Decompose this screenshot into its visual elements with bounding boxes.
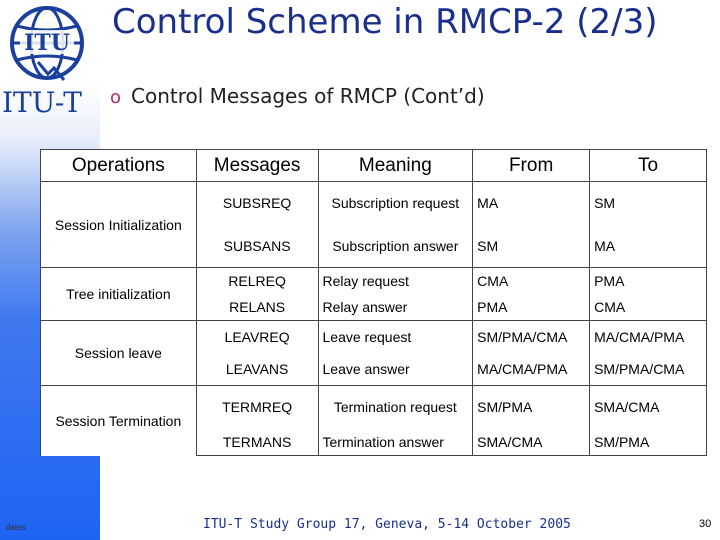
table-row [41, 268, 707, 295]
bullet-item [110, 84, 485, 108]
footer-text: ITU-T Study Group 17, Geneva, 5-14 October 2005 [203, 517, 571, 532]
operation-cell: Session Termination [41, 386, 197, 456]
meaning-cell: Subscription answer [318, 225, 473, 268]
from-cell: SM/PMA [473, 386, 590, 429]
from-cell: MA/CMA/PMA [473, 354, 590, 386]
to-cell: SM [590, 182, 707, 225]
column-header: Meaning [318, 150, 473, 182]
meaning-cell: Leave request [318, 321, 473, 354]
column-header: From [473, 150, 590, 182]
messages-table [40, 149, 707, 456]
slide-title: Control Scheme in RMCP-2 (2/3) [112, 2, 658, 42]
message-cell: LEAVANS [196, 354, 318, 386]
operation-cell: Tree initialization [41, 268, 197, 321]
column-header: Messages [196, 150, 318, 182]
to-cell: PMA [590, 268, 707, 295]
from-cell: PMA [473, 295, 590, 321]
dates-label: dates [6, 523, 26, 532]
message-cell: SUBSREQ [196, 182, 318, 225]
column-header: Operations [41, 150, 197, 182]
message-cell: RELANS [196, 295, 318, 321]
from-cell: MA [473, 182, 590, 225]
from-cell: SMA/CMA [473, 429, 590, 456]
operation-cell: Session leave [41, 321, 197, 386]
column-header: To [590, 150, 707, 182]
from-cell: SM/PMA/CMA [473, 321, 590, 354]
to-cell: MA/CMA/PMA [590, 321, 707, 354]
table-row [41, 182, 707, 225]
from-cell: CMA [473, 268, 590, 295]
org-name: ITU-T [2, 86, 82, 119]
from-cell: SM [473, 225, 590, 268]
to-cell: CMA [590, 295, 707, 321]
meaning-cell: Relay answer [318, 295, 473, 321]
meaning-cell: Subscription request [318, 182, 473, 225]
bullet-marker: o [110, 87, 122, 108]
to-cell: MA [590, 225, 707, 268]
table-row [41, 386, 707, 429]
table-row [41, 321, 707, 354]
meaning-cell: Relay request [318, 268, 473, 295]
meaning-cell: Termination answer [318, 429, 473, 456]
message-cell: LEAVREQ [196, 321, 318, 354]
page-number: 30 [699, 518, 712, 530]
to-cell: SM/PMA/CMA [590, 354, 707, 386]
message-cell: TERMREQ [196, 386, 318, 429]
to-cell: SM/PMA [590, 429, 707, 456]
logo-text: ITU [24, 30, 70, 56]
message-cell: RELREQ [196, 268, 318, 295]
table-header-row [41, 150, 707, 182]
operation-cell: Session Initialization [41, 182, 197, 268]
bullet-text: Control Messages of RMCP (Cont’d) [131, 84, 485, 108]
message-cell: SUBSANS [196, 225, 318, 268]
meaning-cell: Termination request [318, 386, 473, 429]
to-cell: SMA/CMA [590, 386, 707, 429]
meaning-cell: Leave answer [318, 354, 473, 386]
itu-logo-icon [8, 4, 86, 82]
message-cell: TERMANS [196, 429, 318, 456]
